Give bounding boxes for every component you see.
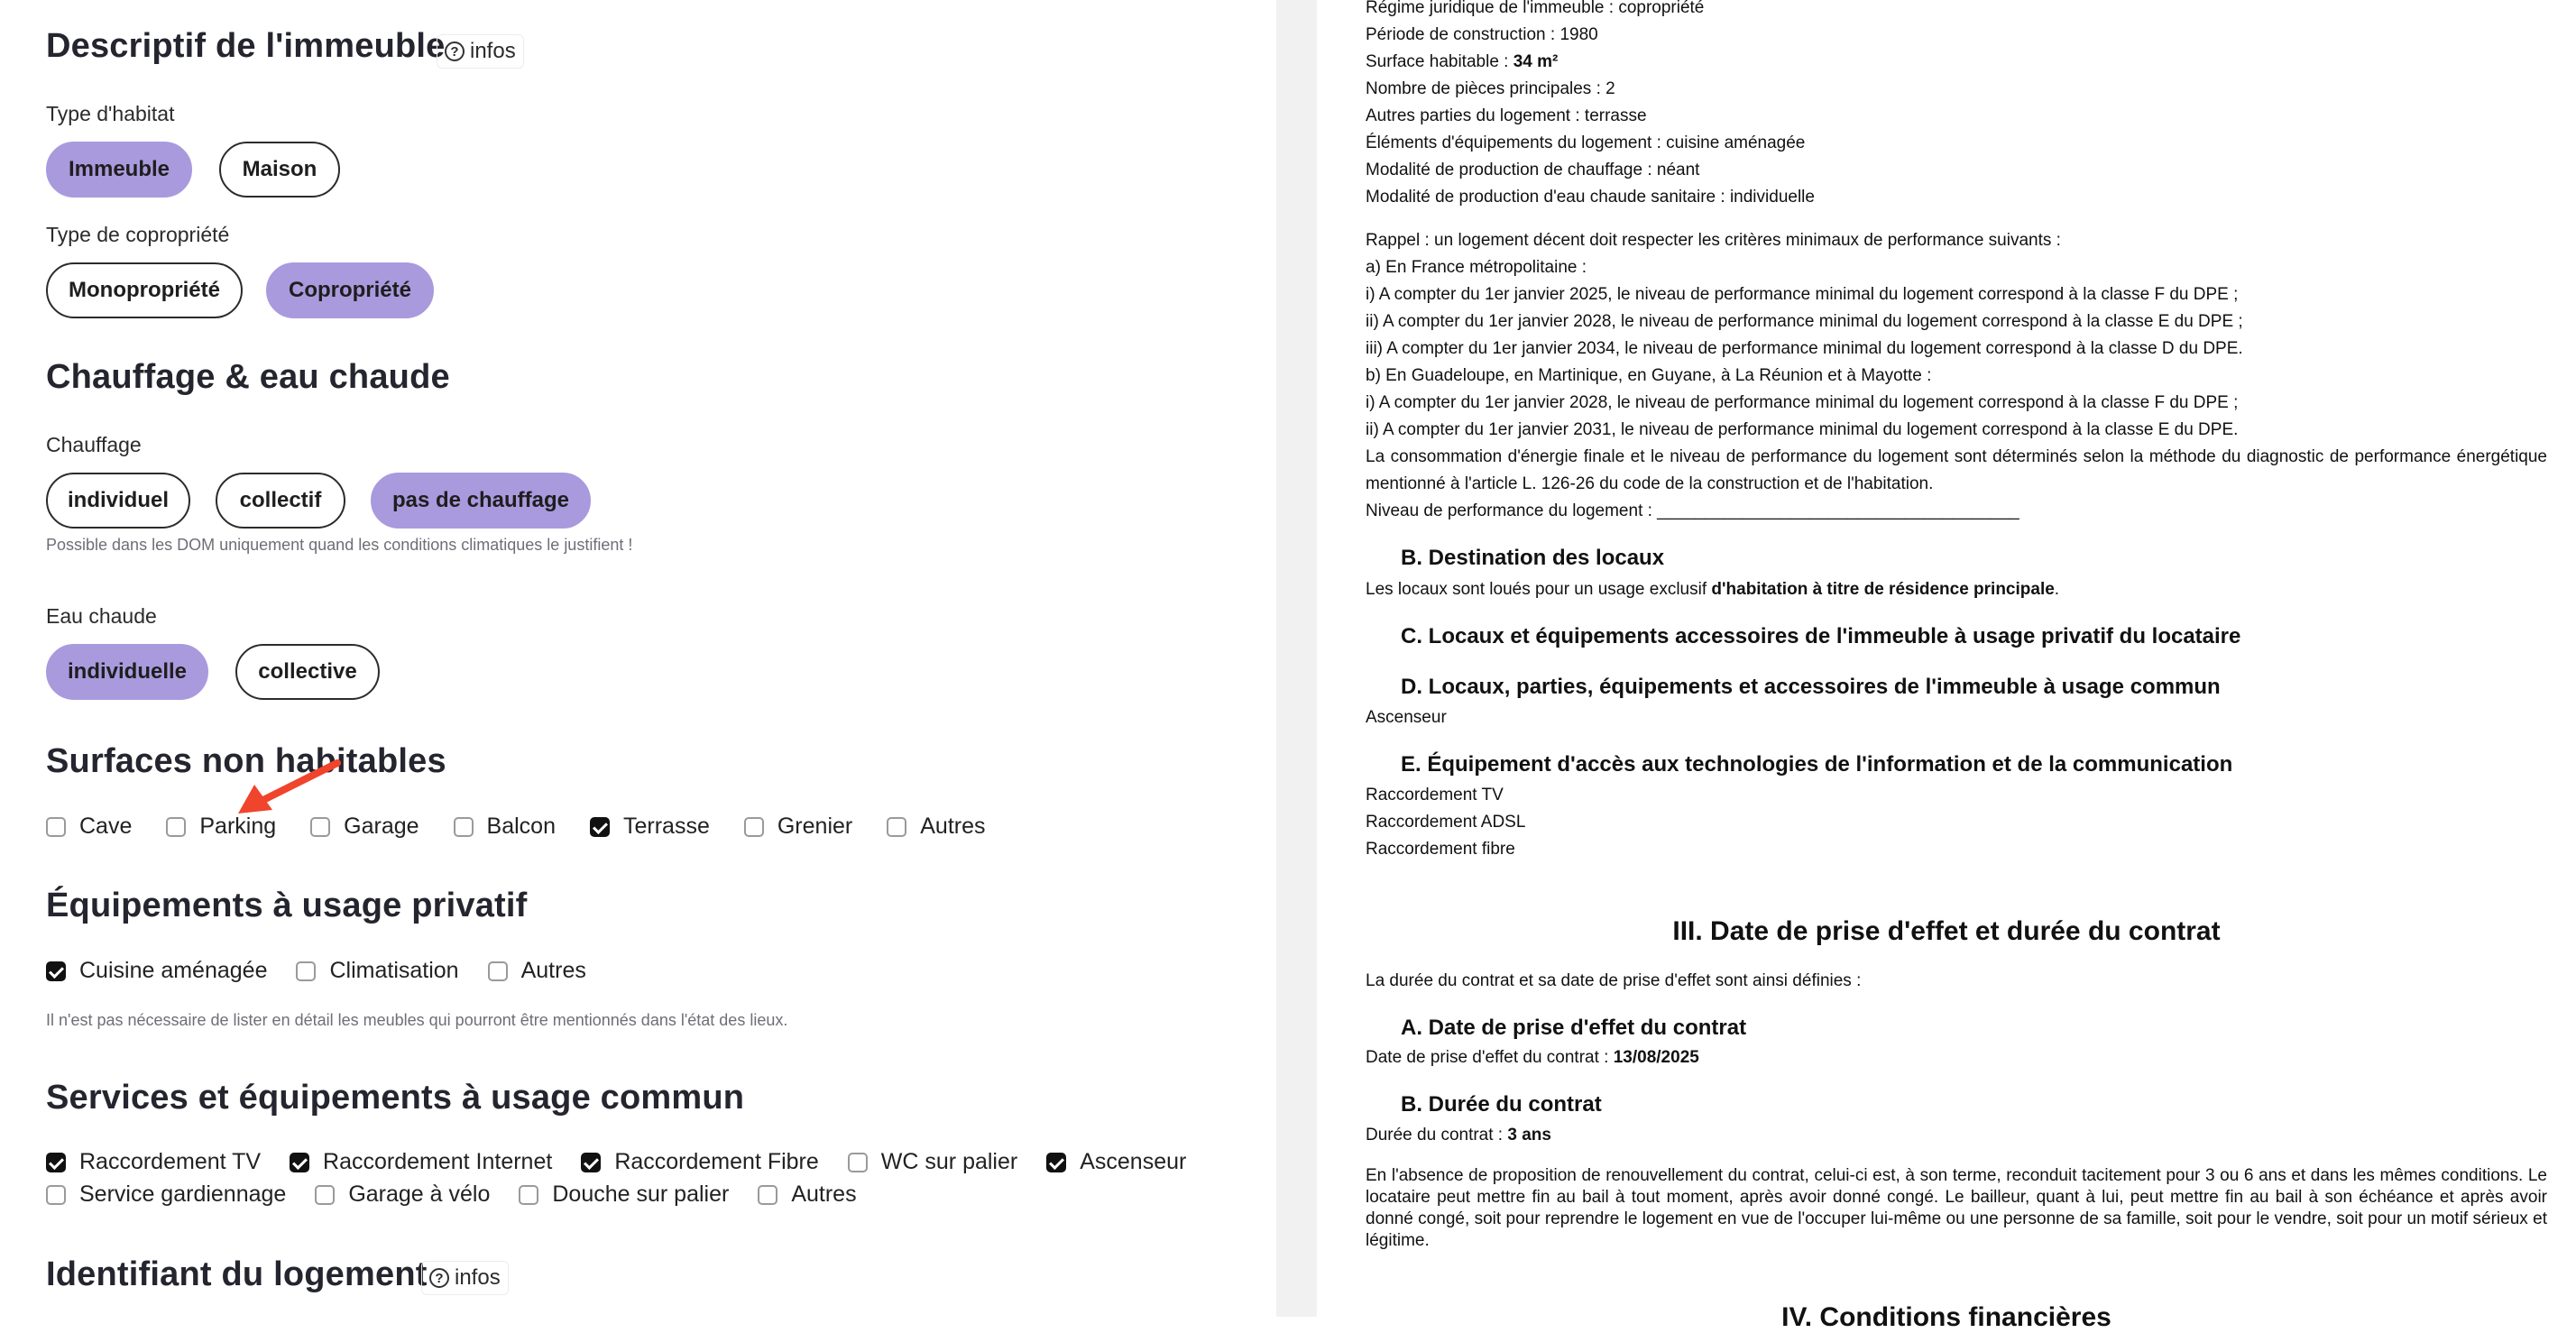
doc-line: Rappel : un logement décent doit respecter les critères minimaux de performance suivants : bbox=[1366, 231, 2061, 250]
option-chauffage-individuel[interactable]: individuel bbox=[46, 473, 190, 529]
checkbox-label: Climatisation bbox=[329, 958, 459, 983]
checkbox-label: Cave bbox=[79, 814, 133, 839]
doc-rappel bbox=[1366, 227, 2547, 525]
type-copropriete-label: Type de copropriété bbox=[46, 223, 230, 246]
help-icon: ? bbox=[429, 1268, 449, 1288]
services-checkbox-row-1 bbox=[46, 1149, 1215, 1175]
option-copropriete[interactable]: Copropriété bbox=[266, 262, 434, 318]
doc-line: Modalité de production d'eau chaude sanitaire : individuelle bbox=[1366, 188, 1815, 207]
doc-line: Raccordement ADSL bbox=[1366, 813, 1526, 832]
option-maison[interactable]: Maison bbox=[219, 142, 340, 198]
checkbox-label: Garage à vélo bbox=[348, 1181, 491, 1207]
section-title-descriptif: Descriptif de l'immeuble bbox=[46, 27, 446, 65]
checkbox-label: Parking bbox=[199, 814, 277, 839]
doc-line: i) A compter du 1er janvier 2028, le niveau de performance minimal du logement correspond à la classe F du DPE ; bbox=[1366, 393, 2239, 412]
doc-renouvellement: En l'absence de proposition de renouvellement du contrat, celui-ci est, à son terme, reconduit tacitement pour 3 ou 6 ans et dans les mêmes conditions. Le locataire peut mettre fin au bail à tout moment, après avoir donné congé. Le bailleur, quant à lui, peut mettre fin au bail à son échéance et après avoir donné congé, soit pour reprendre le logement en vue de l'occuper lui-même ou une personne de sa famille, soit pour le vendre, soit pour un motif sérieux et légitime. bbox=[1366, 1166, 2547, 1250]
checkbox-autres-surfaces[interactable] bbox=[887, 814, 985, 840]
checkbox-label: Balcon bbox=[486, 814, 556, 839]
checkbox-box[interactable] bbox=[166, 817, 186, 837]
checkbox-box-checked[interactable] bbox=[46, 1153, 66, 1172]
type-habitat-label: Type d'habitat bbox=[46, 102, 175, 125]
checkbox-label: WC sur palier bbox=[880, 1149, 1018, 1174]
checkbox-box-checked[interactable] bbox=[581, 1153, 601, 1172]
checkbox-label: Raccordement Internet bbox=[323, 1149, 553, 1174]
checkbox-label: Cuisine aménagée bbox=[79, 958, 268, 983]
checkbox-box[interactable] bbox=[315, 1185, 335, 1205]
help-icon: ? bbox=[445, 41, 465, 61]
lease-document-preview bbox=[1317, 0, 2576, 1332]
equipements-hint: Il n'est pas nécessaire de lister en détail les meubles qui pourront être mentionnés dans l'état des lieux. bbox=[46, 1011, 788, 1029]
checkbox-box[interactable] bbox=[46, 817, 66, 837]
infos-button-identifiant[interactable] bbox=[421, 1261, 509, 1295]
checkbox-label: Garage bbox=[344, 814, 419, 839]
checkbox-box[interactable] bbox=[744, 817, 764, 837]
doc-consommation: La consommation d'énergie finale et le niveau de performance du logement sont déterminés selon la méthode du diagnostic de performance énergétique mentionné à l'article L. 126-26 du code de la construction et de l'habitation. bbox=[1366, 447, 2547, 493]
section-title-surfaces: Surfaces non habitables bbox=[46, 742, 446, 780]
doc-property-details bbox=[1366, 0, 2547, 211]
doc-heading-locaux-privatif: C. Locaux et équipements accessoires de l'immeuble à usage privatif du locataire bbox=[1401, 624, 2241, 648]
annotation-arrow-icon bbox=[236, 758, 345, 821]
services-checkbox-row-2 bbox=[46, 1181, 886, 1208]
infos-button[interactable] bbox=[437, 34, 524, 69]
checkbox-label: Service gardiennage bbox=[79, 1181, 287, 1207]
doc-iii-intro: La durée du contrat et sa date de prise d'effet sont ainsi définies : bbox=[1366, 971, 1862, 990]
infos-label: infos bbox=[470, 39, 516, 63]
doc-line: Raccordement TV bbox=[1366, 786, 1504, 804]
doc-heading-tic: E. Équipement d'accès aux technologies de l'information et de la communication bbox=[1401, 752, 2233, 777]
section-title-equipements: Équipements à usage privatif bbox=[46, 887, 528, 924]
doc-destination-text: Les locaux sont loués pour un usage exclusif d'habitation à titre de résidence principale. bbox=[1366, 580, 2060, 599]
checkbox-label: Ascenseur bbox=[1080, 1149, 1187, 1174]
checkbox-label: Grenier bbox=[777, 814, 853, 839]
doc-line: Modalité de production de chauffage : néant bbox=[1366, 161, 1700, 179]
checkbox-box[interactable] bbox=[519, 1185, 538, 1205]
surfaces-checkbox-row bbox=[46, 814, 1015, 840]
checkbox-climatisation[interactable] bbox=[296, 958, 458, 984]
checkbox-autres-services[interactable] bbox=[758, 1181, 856, 1208]
doc-line: Nombre de pièces principales : 2 bbox=[1366, 79, 1615, 98]
checkbox-box[interactable] bbox=[758, 1185, 777, 1205]
checkbox-label: Terrasse bbox=[622, 814, 710, 839]
lease-form-panel bbox=[0, 0, 1276, 1317]
doc-line: Régime juridique de l'immeuble : copropriété bbox=[1366, 0, 1705, 17]
doc-line-surface: Surface habitable : 34 m² bbox=[1366, 52, 1559, 71]
doc-tic-list bbox=[1366, 782, 2547, 863]
checkbox-raccordement-internet[interactable] bbox=[290, 1149, 552, 1175]
doc-duree: Durée du contrat : 3 ans bbox=[1366, 1126, 1551, 1145]
chauffage-hint: Possible dans les DOM uniquement quand les conditions climatiques le justifient ! bbox=[46, 536, 633, 554]
checkbox-label: Raccordement Fibre bbox=[614, 1149, 819, 1174]
doc-date-effet: Date de prise d'effet du contrat : 13/08/2025 bbox=[1366, 1048, 1699, 1067]
doc-heading-section-iv: IV. Conditions financières bbox=[1781, 1302, 2111, 1332]
equipements-checkbox-row bbox=[46, 958, 615, 984]
checkbox-label: Douche sur palier bbox=[552, 1181, 730, 1207]
checkbox-label: Autres bbox=[791, 1181, 857, 1207]
doc-heading-section-iii: III. Date de prise d'effet et durée du contrat bbox=[1672, 916, 2221, 946]
section-title-chauffage: Chauffage & eau chaude bbox=[46, 358, 450, 396]
option-immeuble[interactable]: Immeuble bbox=[46, 142, 192, 198]
option-eau-collective[interactable]: collective bbox=[235, 644, 380, 700]
doc-niveau-performance: Niveau de performance du logement : ______________________________________ bbox=[1366, 501, 2019, 520]
infos-label: infos bbox=[455, 1265, 501, 1290]
section-title-identifiant: Identifiant du logement bbox=[46, 1255, 428, 1293]
checkbox-cuisine-amenagee[interactable] bbox=[46, 958, 267, 984]
checkbox-box[interactable] bbox=[887, 817, 906, 837]
option-pas-de-chauffage[interactable]: pas de chauffage bbox=[371, 473, 591, 529]
doc-line: iii) A compter du 1er janvier 2034, le niveau de performance minimal du logement correspond à la classe D du DPE. bbox=[1366, 339, 2243, 358]
checkbox-garage-a-velo[interactable] bbox=[315, 1181, 490, 1208]
checkbox-label: Autres bbox=[520, 958, 586, 983]
doc-commun-text: Ascenseur bbox=[1366, 708, 1447, 727]
doc-line: Raccordement fibre bbox=[1366, 840, 1515, 859]
checkbox-autres-equipements[interactable] bbox=[488, 958, 586, 984]
checkbox-box-checked[interactable] bbox=[590, 817, 610, 837]
doc-line: b) En Guadeloupe, en Martinique, en Guyane, à La Réunion et à Mayotte : bbox=[1366, 366, 1932, 385]
option-chauffage-collectif[interactable]: collectif bbox=[216, 473, 345, 529]
checkbox-service-gardiennage[interactable] bbox=[46, 1181, 286, 1208]
doc-line: i) A compter du 1er janvier 2025, le niveau de performance minimal du logement correspond à la classe F du DPE ; bbox=[1366, 285, 2239, 304]
checkbox-box[interactable] bbox=[488, 961, 508, 981]
checkbox-wc-sur-palier[interactable] bbox=[848, 1149, 1017, 1175]
checkbox-box[interactable] bbox=[848, 1153, 868, 1172]
checkbox-box[interactable] bbox=[46, 1185, 66, 1205]
option-eau-individuelle[interactable]: individuelle bbox=[46, 644, 208, 700]
checkbox-cave[interactable] bbox=[46, 814, 132, 840]
checkbox-raccordement-tv[interactable] bbox=[46, 1149, 261, 1175]
doc-line: Autres parties du logement : terrasse bbox=[1366, 106, 1647, 125]
doc-heading-locaux-commun: D. Locaux, parties, équipements et accessoires de l'immeuble à usage commun bbox=[1401, 675, 2221, 699]
checkbox-balcon[interactable] bbox=[454, 814, 556, 840]
checkbox-douche-sur-palier[interactable] bbox=[519, 1181, 729, 1208]
checkbox-terrasse[interactable] bbox=[590, 814, 710, 840]
doc-line: ii) A compter du 1er janvier 2031, le niveau de performance minimal du logement correspond à la classe E du DPE. bbox=[1366, 420, 2239, 439]
doc-line: a) En France métropolitaine : bbox=[1366, 258, 1587, 277]
checkbox-box[interactable] bbox=[454, 817, 474, 837]
checkbox-box-checked[interactable] bbox=[1046, 1153, 1066, 1172]
checkbox-label: Autres bbox=[920, 814, 986, 839]
chauffage-label: Chauffage bbox=[46, 433, 142, 456]
option-monopropriete[interactable]: Monopropriété bbox=[46, 262, 243, 318]
checkbox-ascenseur[interactable] bbox=[1046, 1149, 1186, 1175]
doc-line: Période de construction : 1980 bbox=[1366, 25, 1598, 44]
section-title-services: Services et équipements à usage commun bbox=[46, 1079, 745, 1117]
doc-heading-destination: B. Destination des locaux bbox=[1401, 546, 1665, 570]
checkbox-raccordement-fibre[interactable] bbox=[581, 1149, 818, 1175]
checkbox-box[interactable] bbox=[296, 961, 316, 981]
doc-line: ii) A compter du 1er janvier 2028, le niveau de performance minimal du logement correspond à la classe E du DPE ; bbox=[1366, 312, 2243, 331]
checkbox-grenier[interactable] bbox=[744, 814, 852, 840]
doc-heading-date-effet: A. Date de prise d'effet du contrat bbox=[1401, 1016, 1747, 1040]
checkbox-box-checked[interactable] bbox=[46, 961, 66, 981]
checkbox-box-checked[interactable] bbox=[290, 1153, 309, 1172]
checkbox-label: Raccordement TV bbox=[79, 1149, 262, 1174]
doc-heading-duree: B. Durée du contrat bbox=[1401, 1092, 1602, 1117]
panel-divider bbox=[1276, 0, 1317, 1317]
doc-line: Éléments d'équipements du logement : cuisine aménagée bbox=[1366, 133, 1806, 152]
eau-chaude-label: Eau chaude bbox=[46, 604, 157, 628]
